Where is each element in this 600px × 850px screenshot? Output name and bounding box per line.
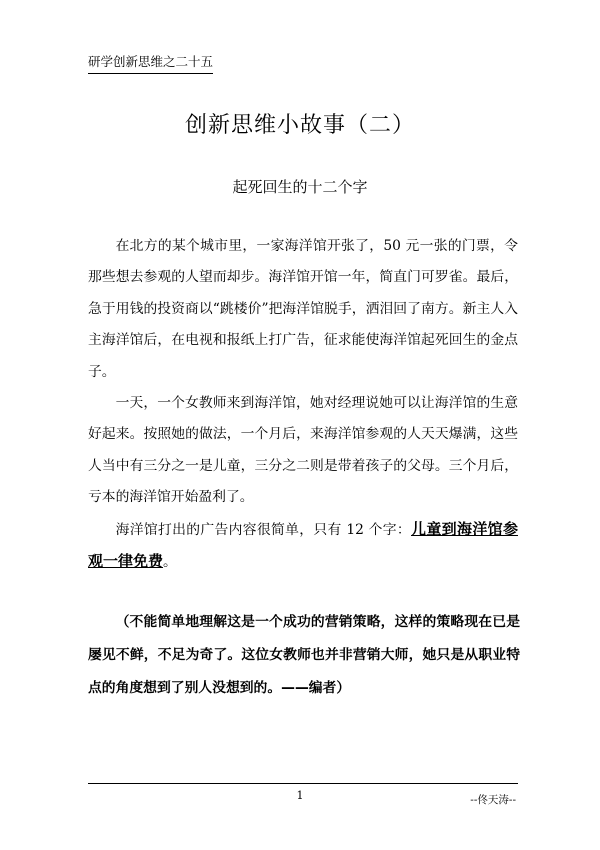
ad-end-punctuation: 。 xyxy=(163,554,177,571)
author-signature: --佟天涛-- xyxy=(470,794,516,806)
story-paragraph-1: 在北方的某个城市里，一家海洋馆开张了，50 元一张的门票，令那些想去参观的人望而却步。海洋馆开馆一年，简直门可罗雀。最后，急于用钱的投资商以“跳楼价”把海洋馆脱手，洒泪回了南方。新主人入主海洋馆后，在电视和报纸上打广告，征求能使海洋馆起死回生的金点子。 xyxy=(88,238,518,380)
document-title: 创新思维小故事（二） xyxy=(184,113,415,138)
page-number: 1 xyxy=(296,789,304,802)
story-paragraph-2: 一天，一个女教师来到海洋馆，她对经理说她可以让海洋馆的生意好起来。按照她的做法，一个月后，来海洋馆参观的人天天爆满，这些人当中有三分之一是儿童，三分之二则是带着孩子的父母。三个月后，亏本的海洋馆开始盈利了。 xyxy=(88,395,518,506)
document-series-header: 研学创新思维之二十五 xyxy=(88,52,213,74)
story-subtitle: 起死回生的十二个字 xyxy=(232,178,368,196)
ad-paragraph xyxy=(88,514,518,579)
footer-divider xyxy=(88,783,518,784)
story-body xyxy=(88,231,518,578)
editor-note-text: （不能简单地理解这是一个成功的营销策略，这样的策略现在已是屡见不鲜，不足为奇了。这位女教师也并非营销大师，她只是从职业特点的角度想到了别人没想到的。——编者） xyxy=(88,614,520,696)
ad-slogan: 儿童到海洋馆参观一律免费 xyxy=(88,519,518,571)
editor-note xyxy=(88,606,520,705)
ad-intro-text: 海洋馆打出的广告内容很简单，只有 12 个字： xyxy=(115,521,411,538)
